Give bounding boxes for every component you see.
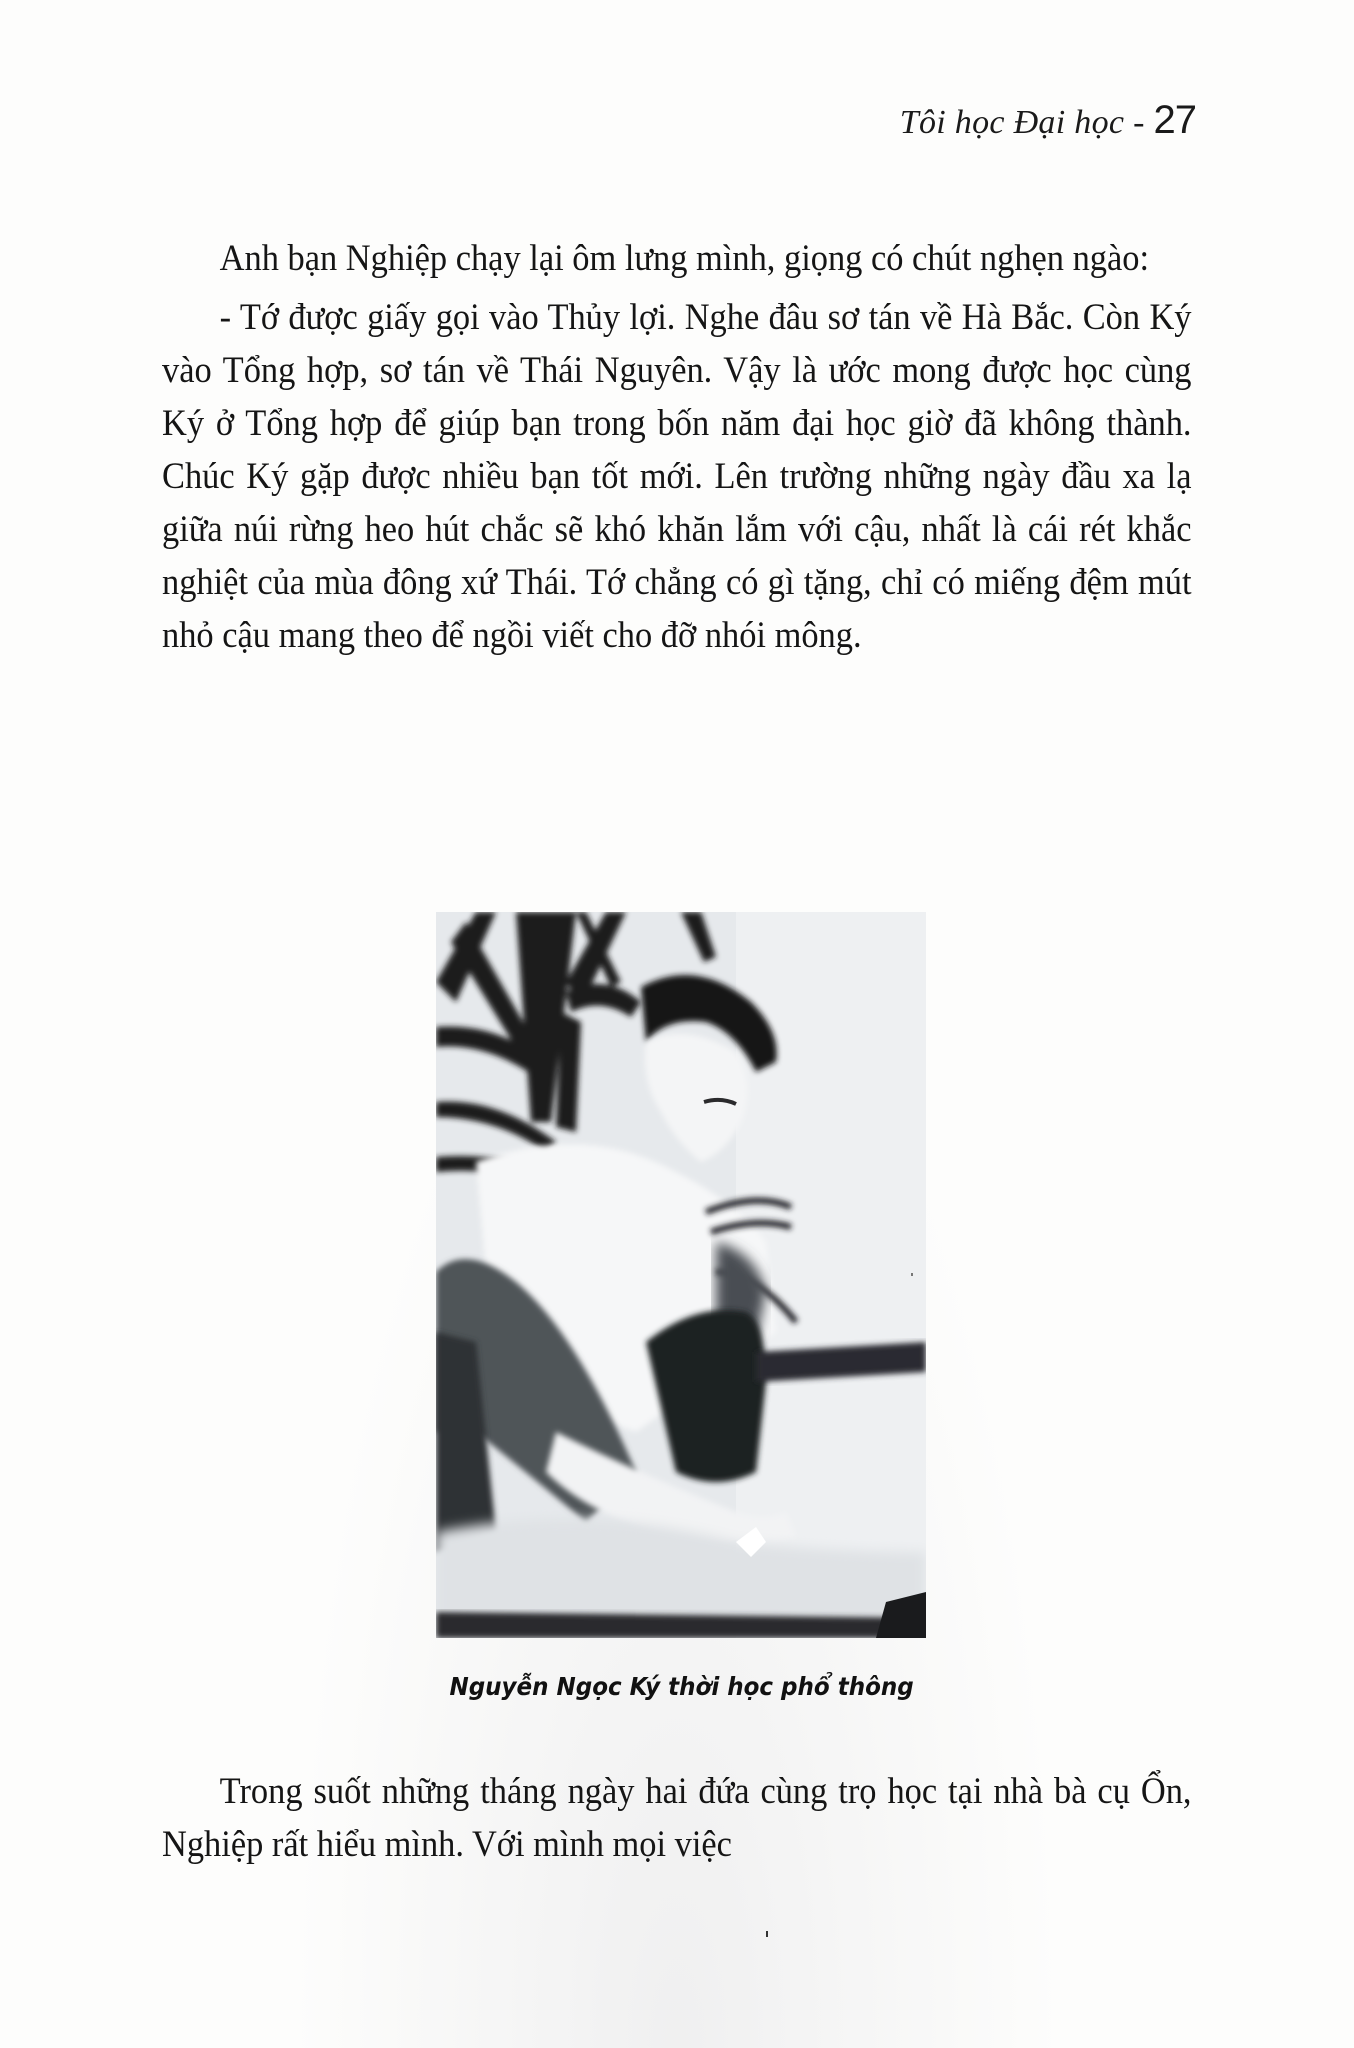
photo-nguyen-ngoc-ky bbox=[436, 912, 926, 1638]
body-text-bottom bbox=[162, 1765, 1192, 1871]
paragraph: Trong suốt những tháng ngày hai đứa cùng trọ học tại nhà bà cụ Ổn, Nghiệp rất hiểu mình. Với mình mọi việc bbox=[162, 1771, 1192, 1865]
paragraph: - Tớ được giấy gọi vào Thủy lợi. Nghe đâu sơ tán về Hà Bắc. Còn Ký vào Tổng hợp, sơ tán về Thái Nguyên. Vậy là ước mong được học cùng Ký ở Tổng hợp để giúp bạn trong bốn năm đại học giờ đã không thành. Chúc Ký gặp được nhiều bạn tốt mới. Lên trường những ngày đầu xa lạ giữa núi rừng heo hút chắc sẽ khó khăn lắm với cậu, nhất là cái rét khắc nghiệt của mùa đông xứ Thái. Tớ chẳng có gì tặng, chỉ có miếng đệm mút nhỏ cậu mang theo để ngồi viết cho đỡ nhói mông. bbox=[162, 297, 1192, 656]
photo-image bbox=[436, 912, 926, 1638]
paragraph: Anh bạn Nghiệp chạy lại ôm lưng mình, giọng có chút nghẹn ngào: bbox=[219, 238, 1150, 279]
photo-caption: Nguyễn Ngọc Ký thời học phổ thông bbox=[449, 1672, 914, 1701]
page-number: 27 bbox=[1153, 98, 1196, 142]
running-title: Tôi học Đại học - bbox=[899, 104, 1154, 141]
running-header bbox=[900, 98, 1196, 143]
body-text-top bbox=[162, 232, 1192, 662]
